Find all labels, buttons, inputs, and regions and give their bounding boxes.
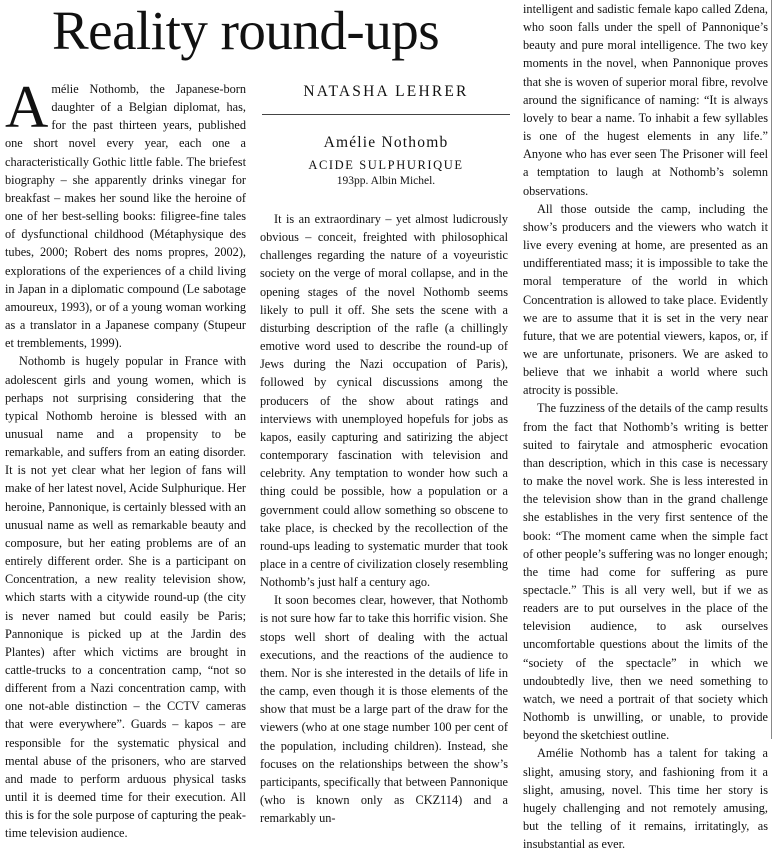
drop-cap: A xyxy=(5,74,49,140)
book-title: ACIDE SULPHURIQUE xyxy=(308,158,464,172)
divider xyxy=(262,114,510,115)
reviewer-name: NATASHA LEHRER xyxy=(303,83,469,100)
paragraph-8: Amélie Nothomb has a talent for taking a slight, amusing story, and fashioning from it a slight, amusing, novel. This time her story is hugely challenging and not remotely amusing, but the telling of it remains, irritatingly, as insubstantial as ever. xyxy=(523,746,768,852)
paragraph-7: The fuzziness of the details of the camp results from the fact that Nothomb’s writing is better suited to fairytale and atmospheric evocation than description, which in this case is necessary to make the novel work. She is less interested in the television show than in the grand challenge she establishes in the very first sentence of the book: “The moment came when the simple fact of other people’s suffering was no longer enough; the time had come for suffering as pure spectacle.” This is all very well, but if we as readers are to put ourselves in the place of the television audience, to ask ourselves uncomfortable questions about the limits of the “society of the spectacle” in which we undoubtedly live, then we need something to watch, we need a portrait of that society which Nothomb is unwilling, or unable, to provide beyond the sketchiest outline. xyxy=(523,401,768,743)
paragraph-6: All those outside the camp, including the show’s producers and the viewers who watch it live every evening at home, are presented as an undifferentiated mass; it is impossible to take the moral temperature of the world in which Concentration is allowed to take place. Evidently we are to assume that it is set in the very near future, that we are potential viewers, kapos, or, if we are unfortunate, prisoners. We are asked to believe that we inhabit a world where such atrocity is possible. xyxy=(523,201,768,398)
headline: Reality round-ups xyxy=(52,0,440,61)
column-2 xyxy=(260,210,508,827)
page-edge-line xyxy=(771,0,772,739)
paragraph-2: Nothomb is hugely popular in France with adolescent girls and young women, which is perhaps not surprising considering that the typical Nothomb heroine is blessed with an unusual name and a propensity to be remarkable, and suffers from an eating disorder. It is not yet clear what her legion of fans will make of her latest novel, Acide Sulphurique. Her heroine, Pannonique, is certainly blessed with an unusual name as well as remarkable beauty and composure, but her eating problems are of an entirely different order. She is a participant on Concentration, a new reality television show, which starts with a citywide round-up (the city is never named but could easily be Paris; Pannonique is picked up at the Jardin des Plantes) after which victims are brought in cattle-trucks to a concentration camp, “not so different from a Nazi concentration camp, with one not-able distinction – the CCTV cameras that were everywhere”. Guards – kapos – are responsible for the systematic physical and mental abuse of the prisoners, who are starved and made to perform arduous physical tasks until it is deemed time for their execution. All this is for the sole purpose of capturing the peak-time television audience. xyxy=(5,354,246,841)
paragraph-5: intelligent and sadistic female kapo called Zdena, who soon falls under the spell of Pannonique’s beauty and pure moral intelligence. The two key moments in the novel, when Pannonique proves that she is woven of superior moral fibre, revolve around the significance of naming: “It is always lovely to bear a name. To inhabit a few syllables is one of the hugest elements in any life.” Anyone who has ever seen The Prisoner will feel a temptation to laugh at Nothomb’s solemn observations. xyxy=(523,2,768,198)
paragraph-3: It is an extraordinary – yet almost ludicrously obvious – conceit, freighted with philosophical challenges regarding the nature of a voyeuristic society on the verge of moral collapse, and in the opening stages of the novel Nothomb seems likely to pull it off. She sets the scene with a disturbing description of the rafle (a chillingly emotive word used to describe the round-up of Jews during the Nazi occupation of Paris), followed by cynical discussions among the producers of the show about ratings and interviews with unemployed hopefuls for jobs as kapos, easily capturing and satirizing the abject contemporary fascination with television and celebrity. Any temptation to wonder how such a thing could be possible, how a population or a government could allow something so obscene to take place, is checked by the recollection of the round-ups leading to systematic murder that took place in a centre of civilization closely resembling Nothomb’s just half a century ago. xyxy=(260,212,508,590)
column-3 xyxy=(523,0,768,853)
book-details: 193pp. Albin Michel. xyxy=(336,175,436,187)
column-1 xyxy=(5,74,246,843)
book-author: Amélie Nothomb xyxy=(323,134,449,151)
review-credit xyxy=(262,80,510,189)
paragraph-1 xyxy=(5,74,246,352)
paragraph-4: It soon becomes clear, however, that Nothomb is not sure how far to take this horrific vision. She stops well short of dealing with the actual executions, and the reactions of the audience to them. Nor is she interested in the details of life in the camp, even though it is those elements of the show that must be a large part of the draw for the viewers (who at one stage number 100 per cent of the population, including children). Instead, she focuses on the relationships between the show’s participants, specifically that between Pannonique (who is known only as CKZ114) and a remarkably un- xyxy=(260,593,508,826)
paragraph-1-text: mélie Nothomb, the Japanese-born daughter of a Belgian diplomat, has, for the past thirteen years, published one short novel every year, each one a characteristically Gothic little fable. The briefest biography – she apparently drinks vinegar for breakfast – makes her sound like the heroine of one of her best-selling books: filigree-fine tales of dysfunctional childhood (Métaphysique des tubes, 2000; Robert des noms propres, 2002), explorations of the experiences of a child living in Japan in a diplomatic compound (Le sabotage amoureux, 1993), or of a young woman working as a translator in a Japanese company (Stupeur et tremblements, 1999). xyxy=(5,82,246,351)
